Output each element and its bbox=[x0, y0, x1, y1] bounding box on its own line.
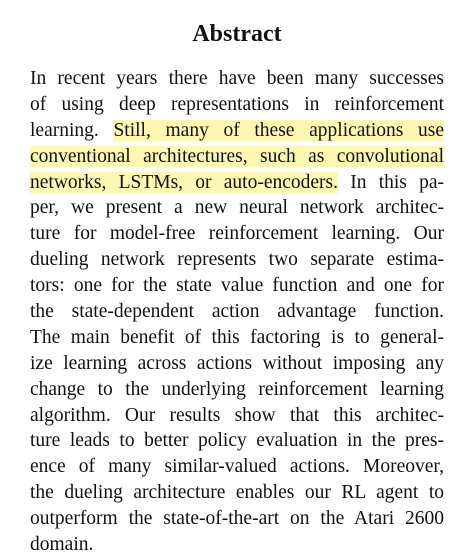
abstract-line bbox=[30, 532, 444, 558]
highlighted-text: Still, many of these applications use bbox=[113, 119, 444, 141]
abstract-heading: Abstract bbox=[192, 21, 282, 47]
abstract-line bbox=[30, 144, 444, 170]
abstract-text-segment: change to the underlying reinforcement learning bbox=[30, 378, 444, 400]
abstract-line bbox=[30, 273, 444, 299]
highlighted-text: conventional architectures, such as convolutional bbox=[30, 145, 444, 167]
abstract-text bbox=[30, 66, 444, 558]
abstract-text-segment: per, we present a new neural network architec- bbox=[30, 197, 444, 219]
abstract-text-segment: learning. bbox=[30, 119, 114, 141]
abstract-text-segment: ture leads to better policy evaluation in the pres- bbox=[30, 430, 444, 452]
abstract-line bbox=[30, 170, 444, 196]
abstract-line bbox=[30, 454, 444, 480]
abstract-text-segment: the dueling architecture enables our RL agent to bbox=[30, 482, 444, 504]
abstract-line bbox=[30, 428, 444, 454]
abstract-line bbox=[30, 480, 444, 506]
abstract-line bbox=[30, 351, 444, 377]
abstract-text-segment: The main benefit of this factoring is to general- bbox=[30, 326, 444, 348]
abstract-text-segment: dueling network represents two separate estima- bbox=[30, 249, 444, 271]
abstract-line bbox=[30, 377, 444, 403]
abstract-text-segment: tors: one for the state value function and one for bbox=[30, 275, 444, 297]
abstract-line bbox=[30, 92, 444, 118]
abstract-text-segment: ize learning across actions without imposing any bbox=[30, 352, 444, 374]
abstract-text-segment: domain. bbox=[30, 534, 94, 556]
abstract-text-segment: ture for model-free reinforcement learning. Our bbox=[30, 223, 444, 245]
abstract-text-segment: of using deep representations in reinforcement bbox=[30, 93, 444, 115]
abstract-text-segment: the state-dependent action advantage function. bbox=[30, 301, 444, 323]
abstract-line bbox=[30, 299, 444, 325]
abstract-text-segment: outperform the state-of-the-art on the Atari 2600 bbox=[30, 508, 444, 530]
abstract-text-segment: In this pa- bbox=[338, 171, 444, 193]
abstract-line bbox=[30, 325, 444, 351]
abstract-line bbox=[30, 403, 444, 429]
abstract-line bbox=[30, 66, 444, 92]
abstract-text-segment: In recent years there have been many successes bbox=[30, 68, 444, 89]
abstract-text-segment: ence of many similar-valued actions. Moreover, bbox=[30, 456, 444, 478]
abstract-line bbox=[30, 221, 444, 247]
abstract-text-segment: algorithm. Our results show that this architec- bbox=[30, 404, 444, 426]
abstract-line bbox=[30, 118, 444, 144]
abstract-line bbox=[30, 195, 444, 221]
abstract-line bbox=[30, 247, 444, 273]
highlighted-text: networks, LSTMs, or auto-encoders. bbox=[30, 171, 338, 193]
abstract-line bbox=[30, 506, 444, 532]
